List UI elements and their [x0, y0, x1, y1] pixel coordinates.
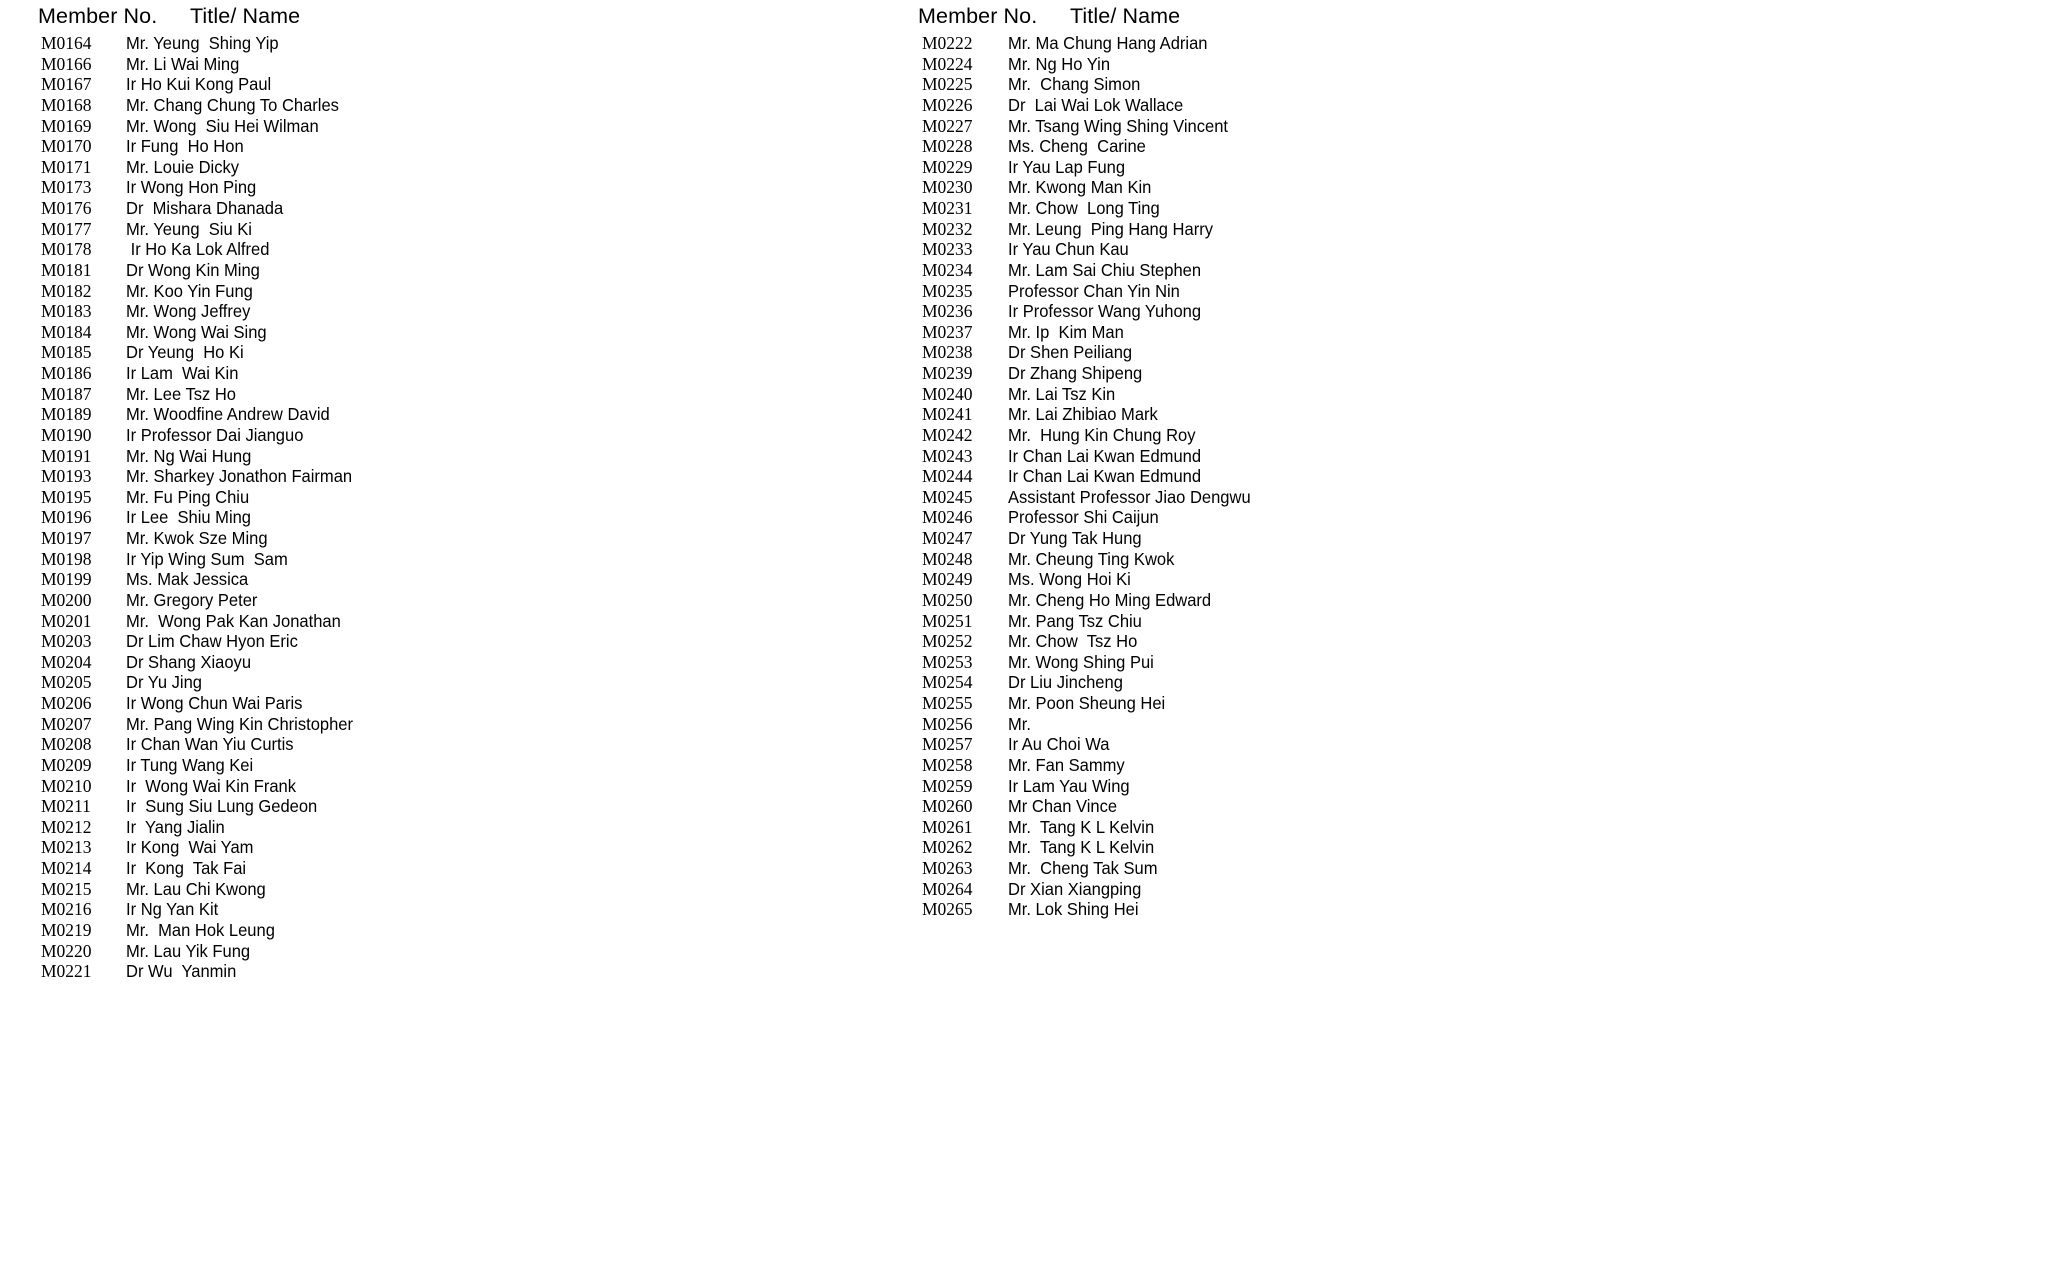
table-row: [918, 404, 2018, 425]
title-name-cell: Ir Chan Lai Kwan Edmund: [1008, 466, 1202, 487]
title-name-cell: Mr. Woodfine Andrew David: [126, 404, 330, 425]
member-no-cell: M0185: [41, 342, 92, 363]
table-row: [918, 384, 2018, 405]
table-row: [918, 33, 2018, 54]
member-no-cell: M0170: [41, 136, 92, 157]
member-no-cell: M0256: [922, 713, 973, 734]
table-row: [38, 54, 918, 75]
title-name-cell: Dr Mishara Dhanada: [126, 198, 284, 218]
table-row: [38, 714, 918, 735]
member-no-cell: M0226: [922, 94, 973, 115]
table-row: [38, 899, 918, 920]
member-no-cell: M0231: [922, 198, 973, 218]
table-row: [918, 260, 2018, 281]
member-no-cell: M0176: [41, 198, 92, 218]
table-row: [918, 322, 2018, 343]
table-row: [38, 858, 918, 879]
member-no-cell: M0222: [922, 33, 973, 53]
member-no-cell: M0177: [41, 218, 92, 239]
table-row: [38, 837, 918, 858]
table-row: [918, 219, 2018, 240]
title-name-cell: Professor Shi Caijun: [1008, 507, 1159, 528]
member-no-cell: M0213: [41, 837, 92, 858]
header-title-name: Title/ Name: [190, 4, 301, 28]
table-row: [918, 177, 2018, 198]
table-row: [38, 672, 918, 693]
table-row: [38, 219, 918, 240]
title-name-cell: Mr. Chang Chung To Charles: [126, 94, 339, 115]
member-no-cell: M0230: [922, 177, 973, 198]
table-row: [38, 33, 918, 54]
member-no-cell: M0239: [922, 363, 973, 383]
title-name-cell: Ir Wong Chun Wai Paris: [126, 693, 303, 713]
member-rows-left: [38, 33, 918, 982]
title-name-cell: Mr. Poon Sheung Hei: [1008, 693, 1166, 713]
member-no-cell: M0204: [41, 651, 92, 672]
table-row: [918, 136, 2018, 157]
title-name-cell: Ms. Wong Hoi Ki: [1008, 569, 1131, 590]
table-row: [918, 363, 2018, 384]
title-name-cell: Ir Yau Chun Kau: [1008, 239, 1129, 260]
member-no-cell: M0214: [41, 858, 92, 878]
title-name-cell: Ir Professor Dai Jianguo: [126, 424, 304, 445]
table-row: [38, 404, 918, 425]
title-name-cell: Mr. Koo Yin Fung: [126, 280, 253, 301]
title-name-cell: Mr. Wong Shing Pui: [1008, 651, 1154, 672]
member-no-cell: M0205: [41, 672, 92, 693]
member-no-cell: M0182: [41, 280, 92, 301]
member-no-cell: M0221: [41, 961, 92, 982]
member-no-cell: M0183: [41, 301, 92, 322]
member-no-cell: M0178: [41, 239, 92, 260]
header-member-no: Member No.: [38, 4, 158, 28]
member-no-cell: M0237: [922, 321, 973, 342]
member-no-cell: M0250: [922, 589, 973, 610]
title-name-cell: Mr. Tang K L Kelvin: [1008, 816, 1155, 837]
title-name-cell: Dr Zhang Shipeng: [1008, 363, 1143, 383]
title-name-cell: Ir Wong Wai Kin Frank: [126, 775, 297, 796]
member-column-right: [918, 0, 2018, 920]
member-no-cell: M0240: [922, 383, 973, 404]
member-no-cell: M0238: [922, 342, 973, 363]
title-name-cell: Dr Wu Yanmin: [126, 961, 237, 982]
title-name-cell: Mr. Kwong Man Kin: [1008, 177, 1152, 198]
member-no-cell: M0245: [922, 486, 973, 507]
member-no-cell: M0201: [41, 610, 92, 631]
title-name-cell: Mr. Wong Siu Hei Wilman: [126, 115, 319, 136]
member-no-cell: M0203: [41, 631, 92, 652]
member-no-cell: M0232: [922, 218, 973, 239]
table-row: [918, 817, 2018, 838]
table-row: [918, 672, 2018, 693]
member-no-cell: M0264: [922, 878, 973, 899]
title-name-cell: Mr. Pang Wing Kin Christopher: [126, 713, 354, 734]
member-no-cell: M0249: [922, 569, 973, 590]
title-name-cell: Mr. Lai Zhibiao Mark: [1008, 404, 1158, 425]
title-name-cell: Mr. Lau Chi Kwong: [126, 878, 266, 899]
member-no-cell: M0219: [41, 919, 92, 940]
member-no-cell: M0265: [922, 899, 973, 920]
title-name-cell: Ir Chan Wan Yiu Curtis: [126, 734, 294, 755]
member-no-cell: M0195: [41, 486, 92, 507]
member-no-cell: M0209: [41, 754, 92, 775]
table-row: [918, 74, 2018, 95]
title-name-cell: Dr Yu Jing: [126, 672, 202, 693]
title-name-cell: Dr Xian Xiangping: [1008, 878, 1142, 899]
title-name-cell: Ir Ho Kui Kong Paul: [126, 74, 272, 95]
member-no-cell: M0251: [922, 610, 973, 631]
member-no-cell: M0190: [41, 424, 92, 445]
title-name-cell: Mr. Yeung Siu Ki: [126, 218, 252, 239]
title-name-cell: Mr. Ng Wai Hung: [126, 445, 252, 466]
title-name-cell: Mr. Leung Ping Hang Harry: [1008, 218, 1213, 239]
member-no-cell: M0235: [922, 280, 973, 301]
member-no-cell: M0243: [922, 445, 973, 466]
title-name-cell: Ir Ho Ka Lok Alfred: [126, 239, 270, 260]
member-no-cell: M0242: [922, 424, 973, 445]
table-row: [918, 342, 2018, 363]
title-name-cell: Mr Chan Vince: [1008, 796, 1118, 817]
title-name-cell: Dr Shen Peiliang: [1008, 342, 1133, 363]
title-name-cell: Mr. Hung Kin Chung Roy: [1008, 424, 1196, 445]
table-row: [38, 879, 918, 900]
member-no-cell: M0260: [922, 796, 973, 817]
column-header-left: [38, 0, 918, 33]
table-row: [38, 693, 918, 714]
title-name-cell: Mr.: [1008, 713, 1031, 734]
title-name-cell: Ir Yau Lap Fung: [1008, 156, 1126, 177]
member-no-cell: M0169: [41, 115, 92, 136]
title-name-cell: Mr. Man Hok Leung: [126, 919, 275, 940]
member-no-cell: M0168: [41, 94, 92, 115]
title-name-cell: Dr Shang Xiaoyu: [126, 651, 252, 672]
member-no-cell: M0206: [41, 693, 92, 713]
member-no-cell: M0166: [41, 53, 92, 74]
title-name-cell: Ir Wong Hon Ping: [126, 177, 257, 198]
title-name-cell: Ir Yang Jialin: [126, 816, 225, 837]
member-no-cell: M0212: [41, 816, 92, 837]
member-no-cell: M0244: [922, 466, 973, 487]
table-row: [38, 961, 918, 982]
member-no-cell: M0227: [922, 115, 973, 136]
title-name-cell: Mr. Lok Shing Hei: [1008, 899, 1139, 920]
table-row: [38, 136, 918, 157]
member-no-cell: M0193: [41, 466, 92, 487]
title-name-cell: Dr Yung Tak Hung: [1008, 528, 1142, 548]
table-row: [38, 198, 918, 219]
title-name-cell: Ir Kong Tak Fai: [126, 858, 247, 878]
table-row: [918, 776, 2018, 797]
member-no-cell: M0199: [41, 569, 92, 590]
table-row: [918, 281, 2018, 302]
table-row: [38, 239, 918, 260]
title-name-cell: Ir Professor Wang Yuhong: [1008, 301, 1202, 322]
member-no-cell: M0247: [922, 528, 973, 548]
title-name-cell: Mr. Louie Dicky: [126, 156, 240, 177]
member-no-cell: M0211: [41, 796, 91, 817]
member-no-cell: M0164: [41, 33, 92, 53]
member-column-left: [38, 0, 918, 982]
table-row: [918, 54, 2018, 75]
column-header-right: [918, 0, 2018, 33]
title-name-cell: Mr. Lau Yik Fung: [126, 940, 251, 961]
table-row: [918, 879, 2018, 900]
member-no-cell: M0189: [41, 404, 92, 425]
title-name-cell: Mr. Li Wai Ming: [126, 53, 240, 74]
table-row: [38, 95, 918, 116]
table-row: [918, 446, 2018, 467]
title-name-cell: Mr. Wong Pak Kan Jonathan: [126, 610, 341, 631]
title-name-cell: Dr Lim Chaw Hyon Eric: [126, 631, 298, 652]
table-row: [918, 714, 2018, 735]
member-no-cell: M0259: [922, 775, 973, 796]
member-no-cell: M0197: [41, 528, 92, 548]
member-no-cell: M0228: [922, 136, 973, 157]
table-row: [918, 837, 2018, 858]
table-row: [918, 239, 2018, 260]
table-row: [38, 755, 918, 776]
table-row: [38, 776, 918, 797]
member-no-cell: M0207: [41, 713, 92, 734]
member-no-cell: M0254: [922, 672, 973, 693]
table-row: [918, 425, 2018, 446]
table-row: [38, 569, 918, 590]
title-name-cell: Dr Liu Jincheng: [1008, 672, 1123, 693]
title-name-cell: Mr. Tang K L Kelvin: [1008, 837, 1155, 858]
table-row: [38, 817, 918, 838]
member-no-cell: M0253: [922, 651, 973, 672]
title-name-cell: Mr. Fu Ping Chiu: [126, 486, 250, 507]
title-name-cell: Ir Au Choi Wa: [1008, 734, 1110, 755]
member-rows-right: [918, 33, 2018, 920]
table-row: [918, 858, 2018, 879]
member-no-cell: M0184: [41, 321, 92, 342]
header-member-no: Member No.: [918, 4, 1038, 28]
title-name-cell: Mr. Tsang Wing Shing Vincent: [1008, 115, 1229, 136]
table-row: [918, 899, 2018, 920]
table-row: [38, 528, 918, 549]
title-name-cell: Mr. Lee Tsz Ho: [126, 383, 236, 404]
table-row: [38, 631, 918, 652]
member-no-cell: M0258: [922, 754, 973, 775]
title-name-cell: Professor Chan Yin Nin: [1008, 280, 1180, 301]
title-name-cell: Mr. Ip Kim Man: [1008, 321, 1124, 342]
title-name-cell: Ir Lee Shiu Ming: [126, 507, 252, 528]
member-no-cell: M0198: [41, 548, 92, 569]
title-name-cell: Ms. Cheng Carine: [1008, 136, 1146, 157]
member-no-cell: M0229: [922, 156, 973, 177]
title-name-cell: Mr. Cheng Ho Ming Edward: [1008, 589, 1212, 610]
table-row: [918, 631, 2018, 652]
member-no-cell: M0200: [41, 589, 92, 610]
title-name-cell: Dr Yeung Ho Ki: [126, 342, 244, 363]
member-no-cell: M0233: [922, 239, 973, 260]
table-row: [38, 446, 918, 467]
table-row: [38, 590, 918, 611]
member-no-cell: M0261: [922, 816, 973, 837]
title-name-cell: Ms. Mak Jessica: [126, 569, 249, 590]
member-no-cell: M0215: [41, 878, 92, 899]
table-row: [38, 322, 918, 343]
table-row: [918, 198, 2018, 219]
member-no-cell: M0241: [922, 404, 973, 425]
title-name-cell: Mr. Chow Long Ting: [1008, 198, 1160, 218]
member-no-cell: M0173: [41, 177, 92, 198]
table-row: [918, 301, 2018, 322]
title-name-cell: Ir Kong Wai Yam: [126, 837, 254, 858]
title-name-cell: Ir Ng Yan Kit: [126, 899, 219, 920]
table-row: [918, 569, 2018, 590]
member-no-cell: M0234: [922, 259, 973, 280]
table-row: [918, 652, 2018, 673]
title-name-cell: Mr. Wong Wai Sing: [126, 321, 267, 342]
table-row: [38, 74, 918, 95]
table-row: [38, 487, 918, 508]
title-name-cell: Mr. Gregory Peter: [126, 589, 258, 610]
table-row: [918, 796, 2018, 817]
title-name-cell: Mr. Wong Jeffrey: [126, 301, 251, 322]
table-row: [918, 157, 2018, 178]
title-name-cell: Mr. Cheng Tak Sum: [1008, 858, 1158, 878]
title-name-cell: Ir Lam Yau Wing: [1008, 775, 1130, 796]
title-name-cell: Mr. Yeung Shing Yip: [126, 33, 279, 53]
table-row: [38, 611, 918, 632]
table-row: [918, 755, 2018, 776]
member-no-cell: M0255: [922, 693, 973, 713]
title-name-cell: Mr. Chang Simon: [1008, 74, 1141, 95]
table-row: [918, 549, 2018, 570]
member-no-cell: M0225: [922, 74, 973, 95]
title-name-cell: Ir Chan Lai Kwan Edmund: [1008, 445, 1202, 466]
member-no-cell: M0181: [41, 259, 92, 280]
member-no-cell: M0252: [922, 631, 973, 652]
member-no-cell: M0263: [922, 858, 973, 878]
table-row: [918, 611, 2018, 632]
table-row: [38, 796, 918, 817]
member-no-cell: M0246: [922, 507, 973, 528]
title-name-cell: Mr. Ng Ho Yin: [1008, 53, 1111, 74]
title-name-cell: Mr. Lai Tsz Kin: [1008, 383, 1116, 404]
member-no-cell: M0191: [41, 445, 92, 466]
title-name-cell: Dr Wong Kin Ming: [126, 259, 260, 280]
title-name-cell: Dr Lai Wai Lok Wallace: [1008, 94, 1184, 115]
member-no-cell: M0171: [41, 156, 92, 177]
table-row: [38, 281, 918, 302]
member-no-cell: M0210: [41, 775, 92, 796]
member-no-cell: M0262: [922, 837, 973, 858]
title-name-cell: Mr. Ma Chung Hang Adrian: [1008, 33, 1208, 53]
title-name-cell: Mr. Cheung Ting Kwok: [1008, 548, 1175, 569]
table-row: [38, 116, 918, 137]
member-no-cell: M0248: [922, 548, 973, 569]
table-row: [38, 425, 918, 446]
table-row: [38, 549, 918, 570]
table-row: [918, 590, 2018, 611]
member-no-cell: M0208: [41, 734, 92, 755]
table-row: [38, 941, 918, 962]
title-name-cell: Ir Tung Wang Kei: [126, 754, 254, 775]
member-no-cell: M0257: [922, 734, 973, 755]
member-no-cell: M0236: [922, 301, 973, 322]
table-row: [38, 177, 918, 198]
table-row: [918, 116, 2018, 137]
title-name-cell: Mr. Chow Tsz Ho: [1008, 631, 1138, 652]
table-row: [38, 301, 918, 322]
title-name-cell: Ir Fung Ho Hon: [126, 136, 244, 157]
table-row: [918, 734, 2018, 755]
title-name-cell: Ir Sung Siu Lung Gedeon: [126, 796, 318, 817]
table-row: [918, 487, 2018, 508]
table-row: [38, 466, 918, 487]
title-name-cell: Ir Lam Wai Kin: [126, 363, 239, 383]
table-row: [918, 528, 2018, 549]
table-row: [38, 734, 918, 755]
table-row: [38, 157, 918, 178]
table-row: [918, 466, 2018, 487]
title-name-cell: Assistant Professor Jiao Dengwu: [1008, 486, 1251, 507]
table-row: [38, 363, 918, 384]
title-name-cell: Ir Yip Wing Sum Sam: [126, 548, 288, 569]
table-row: [38, 652, 918, 673]
table-row: [38, 260, 918, 281]
title-name-cell: Mr. Pang Tsz Chiu: [1008, 610, 1142, 631]
member-no-cell: M0187: [41, 383, 92, 404]
member-no-cell: M0224: [922, 53, 973, 74]
member-no-cell: M0220: [41, 940, 92, 961]
table-row: [38, 384, 918, 405]
table-row: [918, 95, 2018, 116]
member-no-cell: M0216: [41, 899, 92, 920]
member-no-cell: M0186: [41, 363, 92, 383]
title-name-cell: Mr. Fan Sammy: [1008, 754, 1125, 775]
header-title-name: Title/ Name: [1070, 4, 1181, 28]
title-name-cell: Mr. Kwok Sze Ming: [126, 528, 268, 548]
member-no-cell: M0167: [41, 74, 92, 95]
table-row: [918, 693, 2018, 714]
title-name-cell: Mr. Lam Sai Chiu Stephen: [1008, 259, 1202, 280]
table-row: [38, 342, 918, 363]
table-row: [38, 920, 918, 941]
table-row: [918, 507, 2018, 528]
table-row: [38, 507, 918, 528]
member-no-cell: M0196: [41, 507, 92, 528]
title-name-cell: Mr. Sharkey Jonathon Fairman: [126, 466, 353, 487]
